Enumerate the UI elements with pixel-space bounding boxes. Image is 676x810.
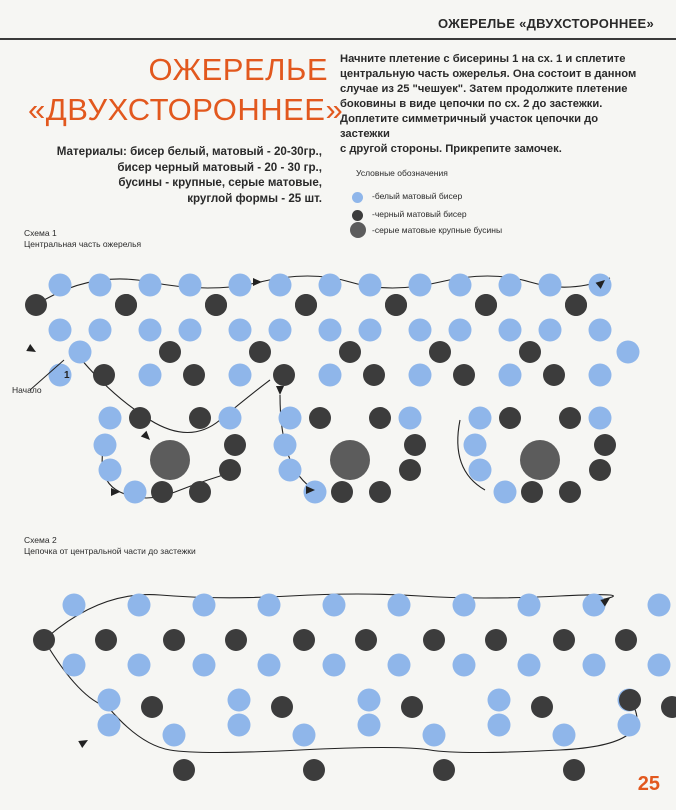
white-bead bbox=[269, 274, 292, 297]
white-bead bbox=[269, 319, 292, 342]
materials-line: бисер черный матовый - 20 - 30 гр., bbox=[117, 160, 322, 174]
black-bead bbox=[563, 759, 585, 781]
black-bead bbox=[433, 759, 455, 781]
white-bead bbox=[229, 364, 252, 387]
direction-arrow-icon bbox=[141, 431, 153, 443]
black-bead bbox=[485, 629, 507, 651]
gray-bead bbox=[330, 440, 370, 480]
black-bead bbox=[475, 294, 497, 316]
white-bead bbox=[388, 654, 411, 677]
black-bead bbox=[385, 294, 407, 316]
legend-label: -белый матовый бисер bbox=[372, 191, 463, 201]
white-bead bbox=[589, 319, 612, 342]
white-bead bbox=[583, 654, 606, 677]
black-bead bbox=[115, 294, 137, 316]
white-bead bbox=[229, 274, 252, 297]
bead-number-label: 1 bbox=[64, 370, 70, 381]
materials-line: бусины - крупные, серые матовые, bbox=[118, 176, 322, 189]
direction-arrow-icon bbox=[78, 737, 90, 748]
black-bead bbox=[205, 294, 227, 316]
white-bead bbox=[464, 434, 487, 457]
black-bead bbox=[163, 629, 185, 651]
scheme2-title: Схема 2 bbox=[24, 535, 57, 545]
direction-arrow-icon bbox=[26, 344, 38, 355]
black-bead bbox=[189, 481, 211, 503]
white-bead bbox=[258, 594, 281, 617]
black-bead bbox=[249, 341, 271, 363]
white-bead bbox=[359, 274, 382, 297]
black-bead bbox=[404, 434, 426, 456]
black-bead bbox=[399, 459, 421, 481]
black-bead bbox=[293, 629, 315, 651]
page-title-line1: ОЖЕРЕЛЬЕ bbox=[148, 52, 328, 87]
black-bead bbox=[559, 407, 581, 429]
materials-line: круглой формы - 25 шт. bbox=[187, 191, 322, 205]
black-bead bbox=[271, 696, 293, 718]
white-bead bbox=[388, 594, 411, 617]
white-bead bbox=[139, 319, 162, 342]
white-bead bbox=[139, 364, 162, 387]
page-number: 25 bbox=[637, 773, 660, 795]
white-bead bbox=[648, 654, 671, 677]
black-bead bbox=[619, 689, 641, 711]
white-bead bbox=[179, 274, 202, 297]
white-bead bbox=[323, 654, 346, 677]
white-bead bbox=[124, 481, 147, 504]
white-bead bbox=[94, 434, 117, 457]
white-bead bbox=[63, 654, 86, 677]
scheme1-title: Схема 1 bbox=[24, 228, 57, 238]
gray-bead bbox=[150, 440, 190, 480]
black-bead bbox=[25, 294, 47, 316]
white-bead bbox=[449, 319, 472, 342]
black-bead bbox=[225, 629, 247, 651]
white-bead bbox=[618, 714, 641, 737]
header-title: ОЖЕРЕЛЬЕ «ДВУХСТОРОННЕЕ» bbox=[437, 16, 654, 31]
black-bead bbox=[369, 407, 391, 429]
white-bead bbox=[99, 459, 122, 482]
white-bead bbox=[279, 407, 302, 430]
black-bead bbox=[565, 294, 587, 316]
black-bead bbox=[273, 364, 295, 386]
white-bead bbox=[98, 714, 121, 737]
white-bead bbox=[179, 319, 202, 342]
intro-line: боковины в виде цепочки по сх. 2 до застежки. bbox=[340, 98, 603, 110]
white-bead bbox=[469, 407, 492, 430]
white-bead bbox=[89, 319, 112, 342]
intro-line: Начните плетение с бисерины 1 на сх. 1 и сплетите bbox=[340, 53, 626, 65]
black-bead bbox=[559, 481, 581, 503]
black-bead bbox=[543, 364, 565, 386]
black-bead bbox=[219, 459, 241, 481]
black-bead bbox=[93, 364, 115, 386]
black-bead bbox=[189, 407, 211, 429]
white-bead bbox=[469, 459, 492, 482]
scheme1-diagram bbox=[25, 274, 640, 504]
white-bead bbox=[409, 274, 432, 297]
white-bead bbox=[589, 407, 612, 430]
white-bead bbox=[494, 481, 517, 504]
white-bead bbox=[279, 459, 302, 482]
black-bead bbox=[521, 481, 543, 503]
white-bead bbox=[648, 594, 671, 617]
black-bead bbox=[159, 341, 181, 363]
white-bead bbox=[63, 594, 86, 617]
white-bead bbox=[49, 319, 72, 342]
materials-line: Материалы: бисер белый, матовый - 20-30гр., bbox=[56, 145, 322, 158]
black-bead bbox=[453, 364, 475, 386]
black-bead bbox=[129, 407, 151, 429]
white-bead bbox=[518, 594, 541, 617]
white-bead bbox=[358, 714, 381, 737]
black-bead bbox=[615, 629, 637, 651]
intro-line: с другой стороны. Прикрепите замочек. bbox=[340, 143, 562, 155]
black-bead bbox=[589, 459, 611, 481]
legend-title: Условные обозначения bbox=[356, 168, 448, 178]
black-bead bbox=[303, 759, 325, 781]
black-bead bbox=[369, 481, 391, 503]
black-bead bbox=[553, 629, 575, 651]
scheme1-subtitle: Центральная часть ожерелья bbox=[24, 239, 142, 249]
intro-line: Доплетите симметричный участок цепочки до застежки bbox=[340, 113, 599, 140]
black-bead bbox=[401, 696, 423, 718]
black-bead bbox=[151, 481, 173, 503]
white-bead bbox=[139, 274, 162, 297]
white-bead bbox=[49, 274, 72, 297]
black-bead bbox=[339, 341, 361, 363]
legend-label: -черный матовый бисер bbox=[372, 209, 467, 219]
white-bead bbox=[409, 319, 432, 342]
white-bead bbox=[488, 714, 511, 737]
white-bead bbox=[539, 319, 562, 342]
black-bead bbox=[499, 407, 521, 429]
black-bead bbox=[224, 434, 246, 456]
direction-arrow-icon bbox=[253, 278, 262, 286]
white-bead bbox=[359, 319, 382, 342]
black-bead bbox=[95, 629, 117, 651]
white-bead bbox=[399, 407, 422, 430]
white-bead bbox=[319, 274, 342, 297]
white-bead bbox=[499, 319, 522, 342]
white-bead bbox=[589, 364, 612, 387]
white-bead bbox=[553, 724, 576, 747]
intro-line: случае из 25 "чешуек". Затем продолжите плетение bbox=[340, 83, 628, 95]
white-bead bbox=[499, 274, 522, 297]
white-bead bbox=[539, 274, 562, 297]
white-bead bbox=[99, 407, 122, 430]
black-bead bbox=[141, 696, 163, 718]
white-bead bbox=[617, 341, 640, 364]
white-bead bbox=[274, 434, 297, 457]
white-bead bbox=[499, 364, 522, 387]
white-bead bbox=[518, 654, 541, 677]
scheme2-subtitle: Цепочка от центральной части до застежки bbox=[24, 546, 196, 556]
black-bead bbox=[423, 629, 445, 651]
white-bead bbox=[193, 654, 216, 677]
black-bead bbox=[531, 696, 553, 718]
white-bead bbox=[293, 724, 316, 747]
white-bead bbox=[98, 689, 121, 712]
white-bead bbox=[219, 407, 242, 430]
intro-line: центральную часть ожерелья. Она состоит в данном bbox=[340, 68, 637, 80]
black-bead bbox=[309, 407, 331, 429]
white-bead bbox=[423, 724, 446, 747]
white-bead bbox=[228, 714, 251, 737]
white-bead bbox=[583, 594, 606, 617]
white-bead bbox=[409, 364, 432, 387]
white-bead bbox=[163, 724, 186, 747]
white-bead bbox=[69, 341, 92, 364]
black-bead bbox=[331, 481, 353, 503]
white-bead bbox=[358, 689, 381, 712]
black-bead bbox=[295, 294, 317, 316]
white-bead bbox=[319, 364, 342, 387]
white-bead bbox=[323, 594, 346, 617]
black-bead bbox=[355, 629, 377, 651]
black-bead bbox=[173, 759, 195, 781]
white-bead bbox=[488, 689, 511, 712]
white-bead bbox=[453, 594, 476, 617]
white-bead bbox=[128, 654, 151, 677]
white-bead bbox=[228, 689, 251, 712]
white-bead bbox=[193, 594, 216, 617]
white-bead bbox=[128, 594, 151, 617]
start-label: Начало bbox=[12, 385, 42, 395]
white-bead bbox=[258, 654, 281, 677]
white-bead bbox=[319, 319, 342, 342]
page-title-line2: «ДВУХСТОРОННЕЕ» bbox=[28, 92, 344, 127]
legend-label: -серые матовые крупные бусины bbox=[372, 225, 503, 235]
black-bead bbox=[661, 696, 676, 718]
black-bead bbox=[519, 341, 541, 363]
white-bead bbox=[449, 274, 472, 297]
black-bead bbox=[363, 364, 385, 386]
white-bead bbox=[229, 319, 252, 342]
black-bead bbox=[183, 364, 205, 386]
gray-bead bbox=[520, 440, 560, 480]
black-bead bbox=[33, 629, 55, 651]
direction-arrow-icon bbox=[276, 386, 284, 395]
white-bead bbox=[453, 654, 476, 677]
black-bead bbox=[594, 434, 616, 456]
black-bead bbox=[429, 341, 451, 363]
white-bead bbox=[89, 274, 112, 297]
scheme2-diagram bbox=[33, 594, 676, 782]
